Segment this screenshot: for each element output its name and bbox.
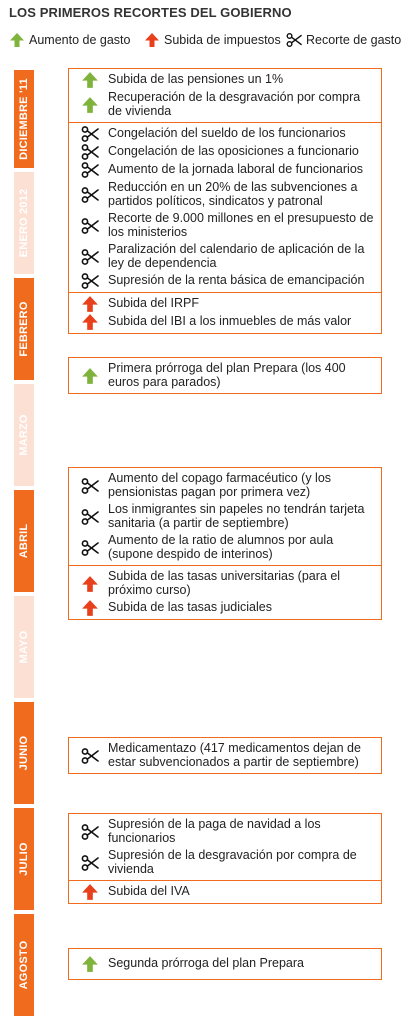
- group-impuestos: [69, 292, 381, 333]
- measure-text: Medicamentazo (417 medicamentos dejan de estar subvencionados a partir de septiembre): [108, 741, 361, 769]
- month-label: MAYO: [18, 630, 30, 664]
- month-diciembre: [14, 70, 34, 168]
- measure-text: Supresión de la desgravación por compra de vivienda: [108, 848, 357, 876]
- up-arrow-green-icon: [81, 955, 99, 973]
- measure-text: Congelación de las oposiciones a funcionario: [108, 144, 359, 158]
- measure-text: Paralización del calendario de aplicación de la ley de dependencia: [108, 242, 365, 270]
- up-arrow-green-icon: [81, 71, 99, 89]
- up-arrow-green-icon: [9, 32, 25, 48]
- measure-item: [69, 883, 381, 901]
- measure-text: Congelación del sueldo de los funcionarios: [108, 126, 346, 140]
- page-title: LOS PRIMEROS RECORTES DEL GOBIERNO: [9, 5, 292, 20]
- measure-item: [69, 210, 381, 241]
- measure-text: Aumento del copago farmacéutico (y los pensionistas pagan por primera vez): [108, 471, 332, 499]
- scissors-icon: [81, 217, 99, 235]
- measure-text: Supresión de la renta básica de emancipación: [108, 273, 365, 287]
- measure-item: [69, 89, 381, 120]
- measure-text: Recorte de 9.000 millones en el presupuesto de los ministerios: [108, 211, 374, 239]
- legend: [9, 31, 409, 49]
- measure-item: [69, 501, 381, 532]
- legend-aumento-label: Aumento de gasto: [29, 33, 131, 47]
- measure-text: Primera prórroga del plan Prepara (los 400 euros para parados): [108, 361, 346, 389]
- measures-box-julio: [68, 813, 382, 904]
- month-junio: [14, 702, 34, 804]
- measure-text: Los inmigrantes sin papeles no tendrán tarjeta sanitaria (a partir de septiembre): [108, 502, 365, 530]
- month-abril: [14, 490, 34, 592]
- measure-item: [69, 847, 381, 878]
- scissors-icon: [81, 508, 99, 526]
- group-recorte: [69, 738, 381, 773]
- group-recorte: [69, 468, 381, 565]
- measure-text: Subida del IBI a los inmuebles de más valor: [108, 314, 352, 328]
- measures-box-abril: [68, 467, 382, 620]
- measure-text: Reducción en un 20% de las subvenciones a partidos políticos, sindicatos y patronal: [108, 180, 358, 208]
- scissors-icon: [81, 125, 99, 143]
- measure-item: [69, 599, 381, 617]
- month-marzo: [14, 384, 34, 486]
- month-agosto: [14, 914, 34, 1016]
- group-recorte: [69, 122, 381, 292]
- up-arrow-red-icon: [81, 313, 99, 331]
- legend-impuestos: [144, 31, 281, 49]
- scissors-icon: [286, 32, 302, 48]
- group-aumento: [69, 69, 381, 122]
- month-label: FEBRERO: [18, 301, 30, 357]
- measures-box-febrero: [68, 357, 382, 394]
- up-arrow-red-icon: [81, 575, 99, 593]
- scissors-icon: [81, 248, 99, 266]
- month-febrero: [14, 278, 34, 380]
- measure-text: Aumento de la jornada laboral de funcionarios: [108, 162, 364, 176]
- measure-item: [69, 179, 381, 210]
- up-arrow-green-icon: [81, 367, 99, 385]
- month-julio: [14, 808, 34, 910]
- legend-impuestos-label: Subida de impuestos: [164, 33, 281, 47]
- measure-item: [69, 161, 381, 179]
- measure-item: [69, 71, 381, 89]
- measure-text: Segunda prórroga del plan Prepara: [108, 956, 304, 970]
- measure-item: [69, 125, 381, 143]
- group-aumento: [69, 949, 381, 979]
- scissors-icon: [81, 272, 99, 290]
- measure-item: [69, 951, 381, 977]
- scissors-icon: [81, 747, 99, 765]
- month-label: JUNIO: [18, 735, 30, 771]
- measure-text: Aumento de la ratio de alumnos por aula (supone despido de interinos): [108, 533, 334, 561]
- month-label: AGOSTO: [18, 940, 30, 990]
- measure-text: Recuperación de la desgravación por compra de vivienda: [108, 90, 361, 118]
- legend-recorte-label: Recorte de gasto: [306, 33, 402, 47]
- up-arrow-red-icon: [81, 295, 99, 313]
- measure-item: [69, 470, 381, 501]
- month-label: DICIEMBRE '11: [18, 78, 30, 160]
- scissors-icon: [81, 823, 99, 841]
- month-label: ABRIL: [18, 523, 30, 559]
- scissors-icon: [81, 854, 99, 872]
- month-label: JULIO: [18, 842, 30, 876]
- scissors-icon: [81, 161, 99, 179]
- measure-item: [69, 313, 381, 331]
- scissors-icon: [81, 143, 99, 161]
- up-arrow-red-icon: [81, 599, 99, 617]
- measure-item: [69, 241, 381, 272]
- measures-box-diciembre-febrero: [68, 68, 382, 334]
- scissors-icon: [81, 477, 99, 495]
- month-label: ENERO 2012: [18, 188, 30, 258]
- measures-box-junio: [68, 737, 382, 774]
- measure-item: [69, 360, 381, 391]
- month-enero: [14, 172, 34, 274]
- measure-text: Supresión de la paga de navidad a los funcionarios: [108, 817, 321, 845]
- measures-box-agosto: [68, 948, 382, 980]
- measure-text: Subida de las tasas universitarias (para el próximo curso): [108, 569, 341, 597]
- scissors-icon: [81, 186, 99, 204]
- measure-item: [69, 740, 381, 771]
- measure-item: [69, 568, 381, 599]
- measure-item: [69, 816, 381, 847]
- measure-text: Subida del IRPF: [108, 296, 200, 310]
- month-label: MARZO: [18, 414, 30, 456]
- measure-item: [69, 532, 381, 563]
- measure-text: Subida de las pensiones un 1%: [108, 72, 284, 86]
- group-impuestos: [69, 565, 381, 619]
- legend-recorte: [286, 31, 401, 49]
- group-impuestos: [69, 880, 381, 903]
- measure-item: [69, 272, 381, 290]
- measure-text: Subida del IVA: [108, 884, 190, 898]
- legend-aumento: [9, 31, 130, 49]
- measure-item: [69, 295, 381, 313]
- scissors-icon: [81, 539, 99, 557]
- month-mayo: [14, 596, 34, 698]
- group-aumento: [69, 358, 381, 393]
- up-arrow-red-icon: [81, 883, 99, 901]
- up-arrow-green-icon: [81, 96, 99, 114]
- measure-text: Subida de las tasas judiciales: [108, 600, 272, 614]
- up-arrow-red-icon: [144, 32, 160, 48]
- measure-item: [69, 143, 381, 161]
- group-recorte: [69, 814, 381, 880]
